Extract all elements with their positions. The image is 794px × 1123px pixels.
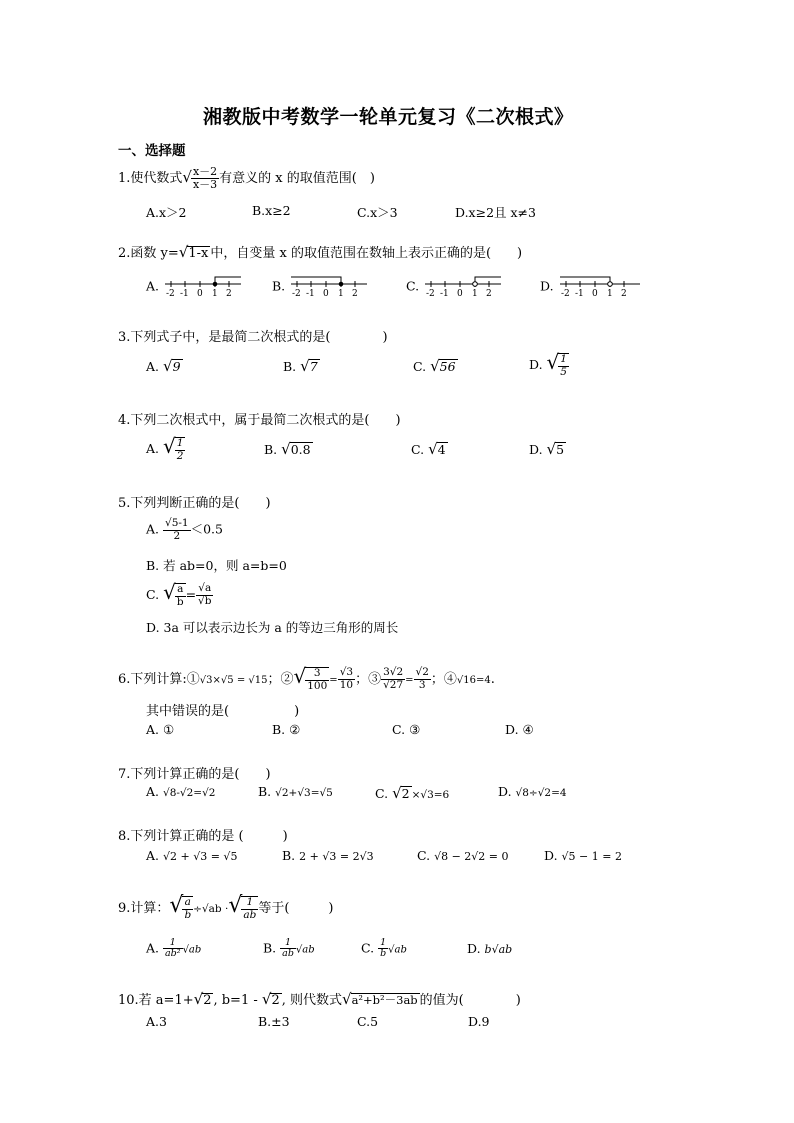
radical-sign: √ <box>261 990 272 1008</box>
q10-radicand-a: 2 <box>203 993 212 1008</box>
tick-label: 0 <box>591 289 598 298</box>
question-7-stem: 7.下列计算正确的是( ) <box>118 767 271 782</box>
q3-radicand-b: 7 <box>309 359 318 374</box>
equals-sign: = <box>405 675 414 686</box>
numerator: 1 <box>176 436 184 449</box>
radical-sign: √ <box>546 440 557 458</box>
number-line-d <box>558 276 642 298</box>
denominator: 10 <box>339 679 354 691</box>
denominator: 100 <box>307 679 328 692</box>
q9-letter-c: C. <box>361 940 375 956</box>
q3-letter-c: C. <box>413 359 427 374</box>
q5-option-a <box>146 518 223 542</box>
question-6-stem-2: 其中错误的是( ) <box>146 704 300 719</box>
q7-expression-a: √8-√2=√2 <box>163 787 216 799</box>
q9-root-b: √ab <box>295 944 315 956</box>
q2-letter-a: A. <box>146 278 160 294</box>
numerator: 1 <box>378 938 388 949</box>
radical-sign: √ <box>342 990 352 1008</box>
q3-option-a <box>146 357 183 375</box>
numerator: 1 <box>560 352 567 365</box>
q10-expression: a²+b²－3ab <box>351 993 418 1007</box>
q4-fraction-a <box>175 437 186 462</box>
numerator: a <box>182 897 193 910</box>
numerator: 1 <box>163 938 183 949</box>
denominator: ab <box>243 908 257 921</box>
q10-prefix: 10.若 a=1+ <box>118 993 194 1008</box>
q7-expression-b: √2+√3=√5 <box>275 787 333 799</box>
radical-sign: √ <box>169 893 184 918</box>
q8-letter-b: B. <box>282 848 296 863</box>
q8-option-b <box>282 848 374 863</box>
q6-item-3-result <box>414 667 431 691</box>
denominator: 2 <box>176 449 184 462</box>
q1-option-d: D.x≥2且 x≠3 <box>455 205 536 220</box>
question-4-stem: 4.下列二次根式中，属于最简二次根式的是( ) <box>118 413 401 428</box>
denominator: √b <box>198 595 212 607</box>
q7-radicand-c: 2 <box>401 786 410 801</box>
q5-fraction-a <box>163 518 191 542</box>
q7-option-b <box>258 784 333 799</box>
number-line-b <box>289 276 369 298</box>
q5-letter-c: C. <box>146 587 160 602</box>
q5-fraction-c-right <box>196 583 213 607</box>
section-heading: 一、选择题 <box>118 143 186 159</box>
q5-letter-a: A. <box>146 521 160 537</box>
tick-label: 2 <box>226 289 232 298</box>
q4-option-d <box>529 440 566 458</box>
q9-option-d <box>467 941 512 956</box>
tick-label: -1 <box>180 289 189 298</box>
separator: ；② <box>267 672 294 687</box>
numerator: √a <box>196 583 213 596</box>
tick-label: 0 <box>323 289 329 298</box>
tick-label: 1 <box>472 289 478 298</box>
q9-coef-c <box>378 938 388 960</box>
q1-expression <box>191 166 219 191</box>
q5-option-d: D. 3a 可以表示边长为 a 的等边三角形的周长 <box>146 620 399 635</box>
q9-prefix: 9.计算： <box>118 901 170 916</box>
numerator: √3 <box>339 666 354 679</box>
radical-sign: √ <box>163 357 173 375</box>
q1-option-c: C.x＞3 <box>357 205 398 220</box>
q4-letter-c: C. <box>411 442 425 457</box>
q10-option-a: A.3 <box>146 1014 167 1029</box>
radical-sign: √ <box>193 990 204 1008</box>
q9-option-c <box>361 938 407 960</box>
numerator: √5-1 <box>165 517 189 529</box>
q3-option-b <box>283 357 320 375</box>
denominator: 2 <box>173 529 181 542</box>
numerator: a <box>175 584 186 597</box>
q6-item-2-fraction <box>305 667 329 692</box>
question-10 <box>118 989 521 1009</box>
tick-label: 1 <box>338 289 344 298</box>
numerator: √2 <box>415 666 429 679</box>
tick-label: 0 <box>457 289 463 298</box>
radical-sign: √ <box>163 580 176 604</box>
q9-fraction-1 <box>182 896 193 921</box>
q9-coef-a <box>163 938 183 960</box>
page-title: 湘教版中考数学一轮单元复习《二次根式》 <box>203 106 574 128</box>
radical-sign: √ <box>428 440 438 458</box>
tick-label: -2 <box>560 289 570 298</box>
radical-sign: √ <box>546 350 560 374</box>
q10-middle: , b=1 - <box>213 993 262 1008</box>
denominator: b <box>176 595 184 608</box>
q1-suffix: 有意义的 x 的取值范围( ) <box>219 171 375 187</box>
q4-letter-a: A. <box>146 441 160 456</box>
radical-sign: √ <box>392 784 402 802</box>
q3-letter-d: D. <box>529 357 543 372</box>
radical-sign: √ <box>182 168 192 187</box>
denominator: 5 <box>560 365 567 378</box>
q10-option-b: B.±3 <box>258 1014 290 1029</box>
q7-option-a <box>146 784 215 799</box>
q9-option-a <box>146 938 201 960</box>
equals-sign: = <box>329 675 338 686</box>
q4-option-c <box>411 440 448 458</box>
q3-letter-b: B. <box>283 359 297 374</box>
q6-item-3-fraction <box>381 667 405 691</box>
q9-root-c: √ab <box>388 944 407 956</box>
radical-sign: √ <box>430 357 440 375</box>
q8-letter-a: A. <box>146 848 160 863</box>
denominator: ab <box>282 948 294 960</box>
q1-numerator: x－2 <box>192 165 218 178</box>
denominator: 3 <box>418 679 426 691</box>
q8-expression-c: √8 − 2√2 = 0 <box>434 850 509 863</box>
question-1 <box>118 166 375 191</box>
tick-label: 2 <box>620 289 627 298</box>
tick-label: -2 <box>292 289 301 298</box>
question-8-stem: 8.下列计算正确的是 ( ) <box>118 829 288 844</box>
q9-option-b <box>263 938 315 960</box>
numerator: 1 <box>280 938 296 949</box>
q9-root-a: √ab <box>182 944 202 956</box>
number-line-a <box>163 276 243 298</box>
tick-label: 1 <box>212 289 218 298</box>
q7-letter-b: B. <box>258 784 272 799</box>
q8-letter-d: D. <box>544 848 558 863</box>
q10-option-d: D.9 <box>468 1014 490 1029</box>
q4-letter-b: B. <box>264 442 278 457</box>
q2-option-c <box>406 276 503 298</box>
q7-letter-a: A. <box>146 784 160 799</box>
q6-item-1: √3×√5 = √15 <box>199 675 268 686</box>
denominator: b <box>380 948 387 960</box>
q9-fraction-2 <box>241 896 258 921</box>
q9-letter-d: D. <box>467 941 481 956</box>
q6-prefix: 6.下列计算:① <box>118 672 200 687</box>
radical-sign: √ <box>300 357 310 375</box>
q1-denominator: x－3 <box>192 178 218 192</box>
radical-sign: √ <box>228 893 243 918</box>
q3-option-c <box>413 357 458 375</box>
question-9 <box>118 893 334 921</box>
q5-fraction-c <box>175 583 186 608</box>
q5-option-b: B. 若 ab=0，则 a=b=0 <box>146 558 287 573</box>
q6-option-d: D. ④ <box>505 722 534 737</box>
tick-label: -2 <box>166 289 175 298</box>
numerator: 3√2 <box>383 666 404 679</box>
q8-letter-c: C. <box>417 848 431 863</box>
q3-letter-a: A. <box>146 359 160 374</box>
q2-letter-c: C. <box>406 278 420 294</box>
denominator: ab² <box>165 948 181 960</box>
denominator: √27 <box>383 679 404 691</box>
tick-label: -1 <box>440 289 449 298</box>
q8-expression-d: √5 − 1 = 2 <box>561 850 622 863</box>
tick-label: -1 <box>306 289 315 298</box>
q6-option-c: C. ③ <box>392 722 421 737</box>
q9-letter-a: A. <box>146 940 160 956</box>
q9-coef-b <box>280 938 296 960</box>
q7-expression-d: √8÷√2=4 <box>515 787 567 799</box>
q9-suffix: 等于( ) <box>258 901 334 916</box>
q6-option-b: B. ② <box>272 722 301 737</box>
q10-text: , 则代数式 <box>281 993 342 1008</box>
radical-sign: √ <box>178 243 189 261</box>
q4-option-b <box>264 440 313 458</box>
q5-a-comparison: ＜0.5 <box>190 521 223 537</box>
separator: ；③ <box>355 672 382 687</box>
tick-label: -1 <box>574 289 584 298</box>
q8-expression-a: √2 + √3 = √5 <box>163 850 238 863</box>
q2-option-a <box>146 276 243 298</box>
radical-sign: √ <box>293 664 307 688</box>
q6-item-2-result <box>338 667 355 691</box>
q8-option-d <box>544 848 622 863</box>
radical-sign: √ <box>163 434 176 458</box>
q1-prefix: 1.使代数式 <box>118 171 183 187</box>
question-3-stem: 3.下列式子中，是最简二次根式的是( ) <box>118 330 388 345</box>
q8-option-c <box>417 848 509 863</box>
tick-label: 1 <box>606 289 613 298</box>
q7-letter-c: C. <box>375 786 389 801</box>
q7-option-d <box>498 784 567 799</box>
numerator: 3 <box>305 668 329 681</box>
q6-item-4: √16=4 <box>456 675 491 686</box>
q2-letter-d: D. <box>540 278 554 294</box>
q8-option-a <box>146 848 237 863</box>
q4-radicand-c: 4 <box>437 442 446 457</box>
q1-option-b: B.x≥2 <box>252 203 291 218</box>
radical-sign: √ <box>281 440 291 458</box>
q7-letter-d: D. <box>498 784 512 799</box>
q10-radicand-b: 2 <box>271 993 280 1008</box>
tick-label: -2 <box>426 289 435 298</box>
period: . <box>490 672 495 687</box>
tick-label: 0 <box>197 289 203 298</box>
q1-option-a: A.x＞2 <box>146 205 187 220</box>
q7-option-c <box>375 784 449 802</box>
q3-radicand-a: 9 <box>172 359 181 374</box>
denominator: b <box>184 908 192 921</box>
q4-letter-d: D. <box>529 442 543 457</box>
q2-radicand: 1-x <box>188 246 209 261</box>
equals-sign: = <box>185 587 197 602</box>
q4-radicand-b: 0.8 <box>290 442 311 457</box>
numerator: 1 <box>241 897 258 910</box>
q5-option-c <box>146 580 213 608</box>
q10-option-c: C.5 <box>357 1014 379 1029</box>
question-5-stem: 5.下列判断正确的是( ) <box>118 496 271 511</box>
question-2 <box>118 242 522 262</box>
q4-radicand-d: 5 <box>556 442 565 457</box>
q2-letter-b: B. <box>272 278 286 294</box>
q3-fraction-d <box>558 353 569 378</box>
tick-label: 2 <box>486 289 492 298</box>
q2-suffix: 中，自变量 x 的取值范围在数轴上表示正确的是( ) <box>210 246 523 261</box>
q9-middle: ÷√ab · <box>193 903 229 915</box>
question-6 <box>118 664 495 692</box>
q3-radicand-c: 56 <box>439 359 456 374</box>
q8-expression-b: 2 + √3 = 2√3 <box>299 850 374 863</box>
q9-letter-b: B. <box>263 940 277 956</box>
separator: ；④ <box>430 672 457 687</box>
tick-label: 2 <box>352 289 358 298</box>
q7-expression-c: ×√3=6 <box>411 789 450 801</box>
number-line-c <box>423 276 503 298</box>
q2-option-b <box>272 276 369 298</box>
q10-suffix: 的值为( ) <box>419 993 521 1008</box>
q9-expression-d: b√ab <box>484 943 513 956</box>
q2-prefix: 2.函数 y= <box>118 246 179 261</box>
q3-option-d <box>529 350 569 378</box>
q6-option-a: A. ① <box>146 722 175 737</box>
q2-option-d <box>540 276 642 298</box>
q4-option-a <box>146 434 185 462</box>
